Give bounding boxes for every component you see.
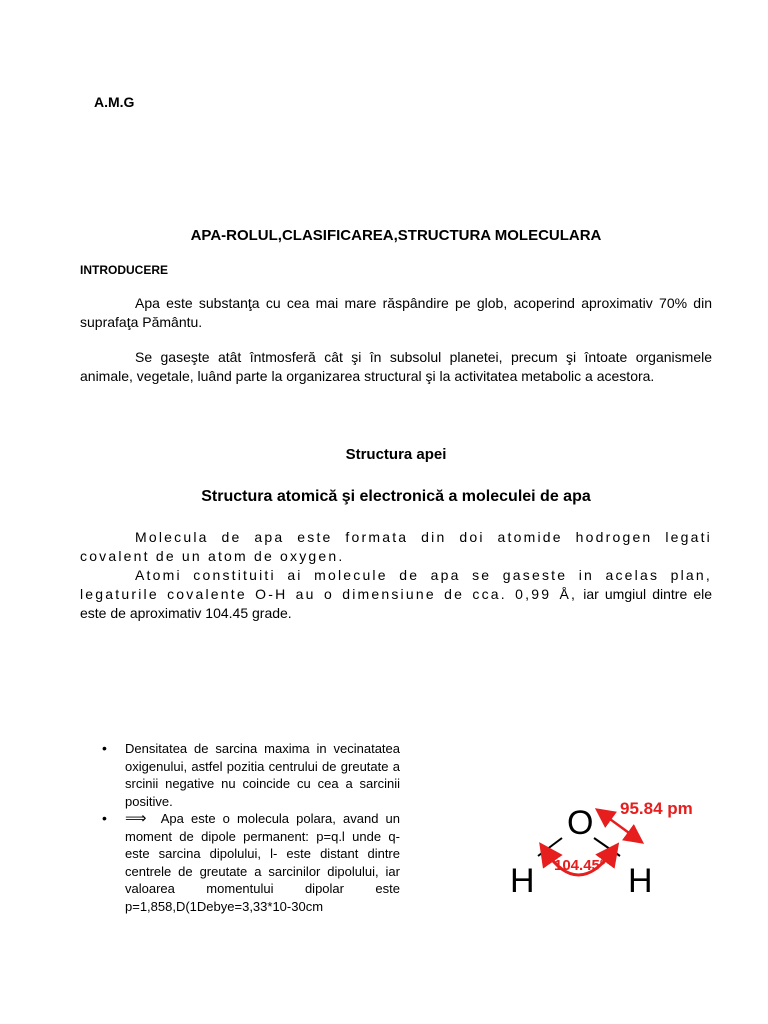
document-title: APA-ROLUL,CLASIFICAREA,STRUCTURA MOLECULARA [190, 227, 602, 244]
bond-right [594, 838, 620, 856]
structure-line-5: este de aproximativ 104.45 grade. [80, 605, 292, 621]
intro-paragraph-1 [80, 294, 712, 332]
double-arrow-icon: ⟹ [125, 810, 147, 827]
oxygen-atom-label: O [567, 804, 594, 842]
structure-line-3: Atomi constituiti ai molecule de apa se gaseste in acelas plan, [135, 567, 712, 583]
list-item: • Densitatea de sarcina maxima in vecinatatea oxigenului, astfel pozitia centrului de greutate a srcinii negative nu coincide cu cea a sarcinii positive. [100, 740, 400, 810]
structure-line-2: covalent de un atom de oxygen. [80, 548, 345, 564]
bullet-list [100, 740, 400, 915]
hydrogen-right-label: H [628, 862, 653, 900]
heading-structura-atomica: Structura atomică şi electronică a moleculei de apa [201, 488, 591, 505]
intro-paragraph-2-text: Se gaseşte atât întmosferă cât şi în subsolul planetei, precum şi întoate organismele animale, vegetale, luând parte la organizarea structural şi la activitatea metabolic a acestora. [80, 349, 712, 384]
hydrogen-left-label: H [510, 862, 535, 900]
angle-label: 104.45º [554, 857, 606, 874]
intro-paragraph-2 [80, 348, 712, 386]
structure-paragraph [80, 528, 712, 623]
water-molecule-diagram [500, 790, 700, 910]
intro-paragraph-1-text: Apa este substanţa cu cea mai mare răspândire pe glob, acoperind aproximativ 70% din suprafaţa Pământu. [80, 295, 712, 330]
structure-line-1: Molecula de apa este formata din doi atomide hodrogen legati [135, 529, 712, 545]
header-code: A.M.G [94, 94, 135, 110]
structure-line-4: legaturile covalente O-H au o dimensiune de cca. 0,99 Å, iar umgiul dintre ele [80, 586, 712, 602]
bond-left [538, 838, 562, 856]
heading-structura-apei: Structura apei [345, 446, 447, 463]
list-item: • ⟹ Apa este o molecula polara, avand un moment de dipole permanent: p=q.l unde q- este sarcina dipolului, l- este distant dintre centrele de greutate a sarcinilor dipolului, iar valoarea momentului dipolar este p=1,858,D(1Debye=3,33*10-30cm [100, 810, 400, 915]
bond-length-label: 95.84 pm [620, 799, 693, 818]
section-label-introducere: INTRODUCERE [80, 263, 169, 277]
